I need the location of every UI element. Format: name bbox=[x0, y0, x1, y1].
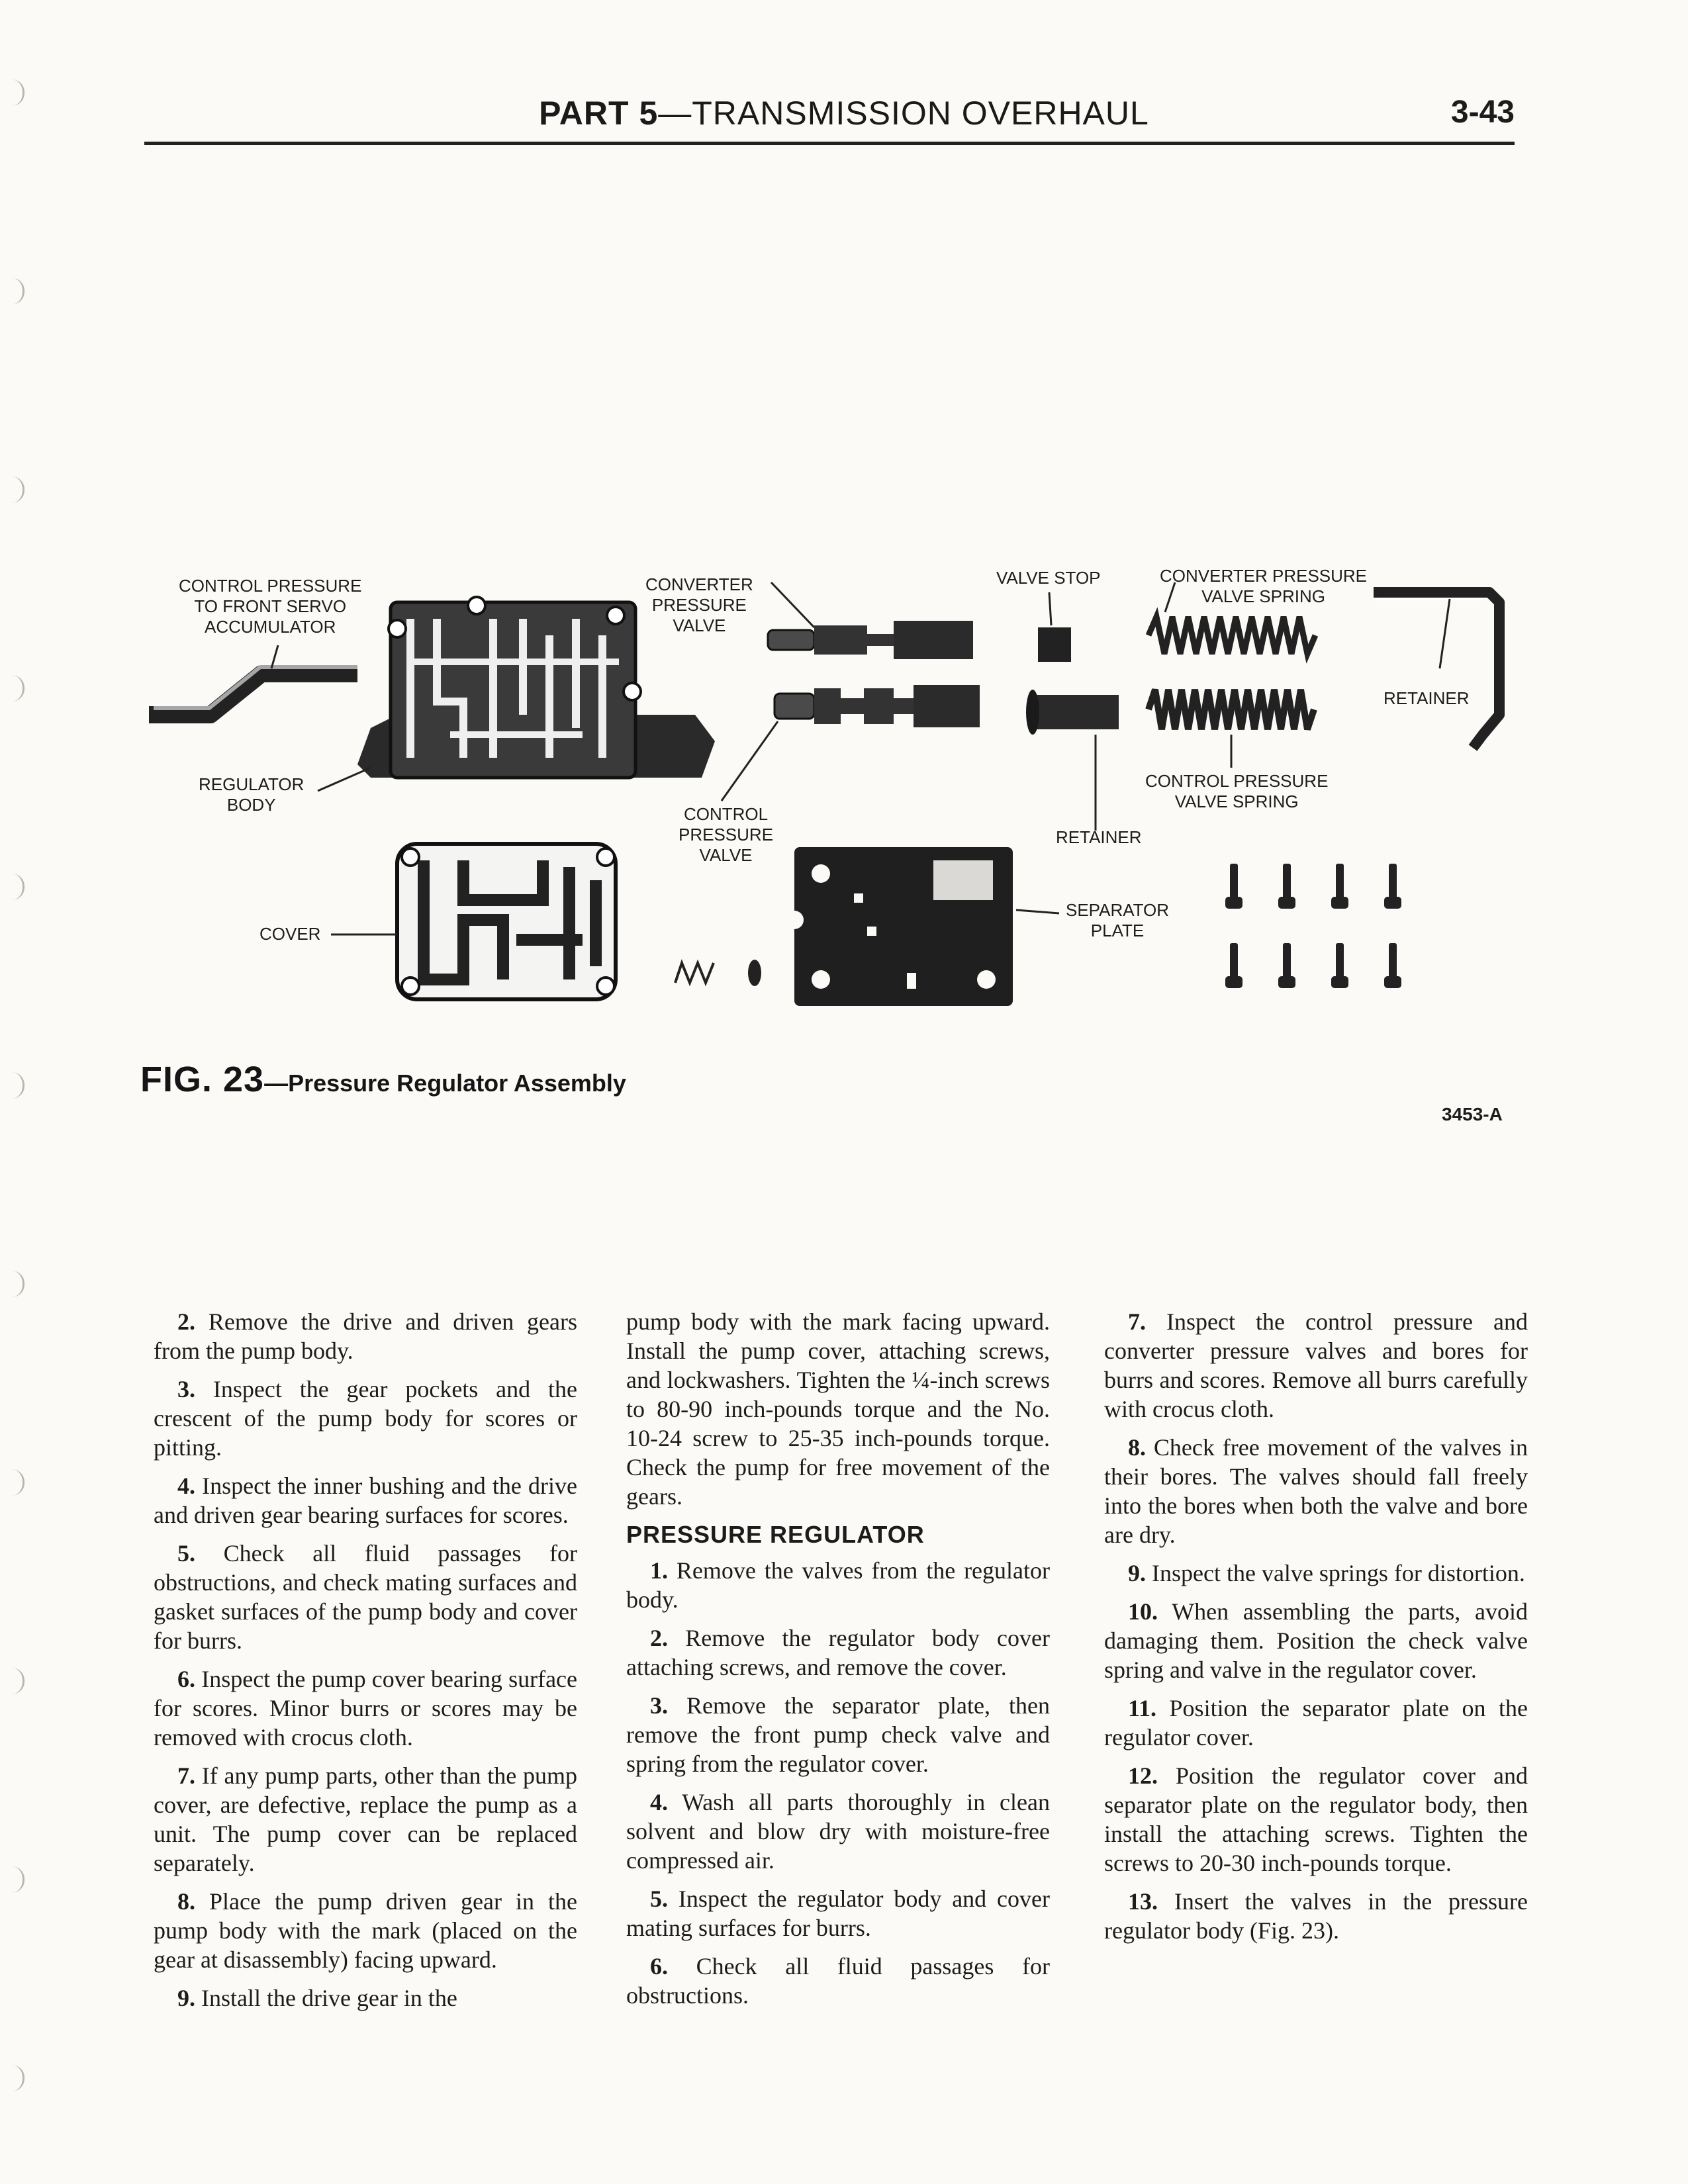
step-text: Position the regulator cover and separator plate on the regulator body, then install the attaching screws. Tighten the screws to 20-30 inch-pounds torque. bbox=[1104, 1762, 1528, 1876]
procedure-step bbox=[1104, 1887, 1528, 1945]
procedure-step bbox=[154, 1761, 577, 1878]
section-heading-pressure-regulator: PRESSURE REGULATOR bbox=[626, 1521, 925, 1548]
label-control-pressure-valve: CONTROL PRESSURE VALVE bbox=[679, 804, 774, 865]
step-text: Inspect the gear pockets and the crescent of the pump body for scores or pitting. bbox=[154, 1376, 578, 1461]
step-text: Insert the valves in the pressure regulator body (Fig. 23). bbox=[1104, 1888, 1528, 1944]
pump-install-continuation: pump body with the mark facing upward. Install the pump cover, attaching screws, and lockwashers. Tighten the ¼-inch screws to 80-90 inch-pounds torque and the No. 10-24 screw to 25-35 inch-pounds torque. Check the pump for free movement of the gears. bbox=[626, 1308, 1050, 1510]
step-text: Install the drive gear in the bbox=[201, 1985, 457, 2011]
procedure-step bbox=[1104, 1307, 1528, 1424]
binding-hole-mark bbox=[12, 1668, 24, 1694]
step-text: Remove the valves from the regulator body. bbox=[626, 1557, 1051, 1613]
procedure-step bbox=[1104, 1597, 1528, 1684]
text-column-right bbox=[1104, 1307, 1528, 1954]
separator-plate bbox=[785, 847, 1013, 1006]
procedure-step bbox=[626, 1884, 1050, 1942]
control-pressure-valve-spring bbox=[1149, 690, 1314, 729]
step-text: Inspect the control pressure and converter pressure valves and bores for burrs and scores. Remove all burrs carefully with crocus cloth. bbox=[1104, 1308, 1528, 1422]
control-pressure-valve bbox=[774, 685, 980, 727]
retainer-bracket bbox=[1374, 592, 1499, 748]
step-number: 2. bbox=[177, 1308, 195, 1335]
step-text: Remove the regulator body cover attaching screws, and remove the cover. bbox=[626, 1625, 1050, 1680]
procedure-step bbox=[1104, 1433, 1528, 1549]
step-text: Inspect the pump cover bearing surface for scores. Minor burrs or scores may be removed with crocus cloth. bbox=[154, 1666, 578, 1751]
attaching-screws bbox=[1225, 864, 1401, 988]
step-number: 8. bbox=[177, 1888, 195, 1915]
label-control-pressure-to-front-servo-accumulator: CONTROL PRESSURE TO FRONT SERVO ACCUMULATOR bbox=[179, 576, 362, 637]
figure-code: 3453-A bbox=[1442, 1104, 1503, 1124]
procedure-step bbox=[626, 1556, 1050, 1614]
figure-number: FIG. 23 bbox=[140, 1060, 265, 1099]
label-retainer-plug: RETAINER bbox=[1056, 827, 1142, 847]
header-part: PART 5 bbox=[539, 95, 659, 132]
procedure-step bbox=[1104, 1559, 1528, 1588]
step-text: Inspect the regulator body and cover mating surfaces for burrs. bbox=[626, 1886, 1050, 1941]
procedure-step bbox=[1104, 1694, 1528, 1752]
step-number: 12. bbox=[1128, 1762, 1158, 1789]
step-text: When assembling the parts, avoid damaging them. Position the check valve spring and valve in the regulator cover. bbox=[1104, 1598, 1528, 1683]
step-number: 13. bbox=[1128, 1888, 1158, 1915]
step-number: 6. bbox=[177, 1666, 195, 1692]
step-number: 11. bbox=[1128, 1695, 1157, 1721]
figure-title: Pressure Regulator Assembly bbox=[288, 1069, 626, 1097]
label-converter-pressure-valve-spring: CONVERTER PRESSURE VALVE SPRING bbox=[1160, 566, 1368, 606]
step-number: 7. bbox=[177, 1762, 195, 1789]
retainer-plug bbox=[1026, 690, 1119, 735]
step-number: 10. bbox=[1128, 1598, 1158, 1625]
procedure-step bbox=[154, 1664, 577, 1752]
binding-hole-mark bbox=[12, 1469, 24, 1496]
step-text: Remove the drive and driven gears from the pump body. bbox=[154, 1308, 578, 1364]
converter-pressure-valve-spring bbox=[1149, 617, 1315, 654]
step-text: If any pump parts, other than the pump cover, are defective, replace the pump as a unit. The pump cover can be replaced separately. bbox=[154, 1762, 577, 1876]
text-column-middle bbox=[626, 1307, 1050, 2019]
step-number: 7. bbox=[1128, 1308, 1146, 1335]
binding-hole-mark bbox=[12, 1866, 24, 1893]
step-text: Position the separator plate on the regulator cover. bbox=[1104, 1695, 1528, 1751]
step-text: Remove the separator plate, then remove the front pump check valve and spring from the regulator cover. bbox=[626, 1692, 1051, 1777]
step-number: 5. bbox=[177, 1540, 195, 1567]
step-text: Check free movement of the valves in their bores. The valves should fall freely into the bores when both the valve and bore are dry. bbox=[1104, 1434, 1528, 1548]
procedure-step bbox=[626, 1788, 1050, 1875]
check-valve-spring bbox=[675, 963, 714, 983]
label-cover: COVER bbox=[259, 924, 321, 944]
check-valve bbox=[748, 960, 761, 986]
procedure-step bbox=[154, 1983, 577, 2013]
procedure-step bbox=[1104, 1761, 1528, 1878]
step-text: Place the pump driven gear in the pump body with the mark (placed on the gear at disassembly) facing upward. bbox=[154, 1888, 578, 1973]
figure-caption-dash: — bbox=[264, 1069, 289, 1097]
procedure-step bbox=[154, 1471, 577, 1529]
procedure-step bbox=[154, 1307, 577, 1365]
binding-hole-mark bbox=[12, 1271, 24, 1297]
procedure-step bbox=[626, 1623, 1050, 1682]
procedure-step bbox=[154, 1375, 577, 1462]
step-text: Wash all parts thoroughly in clean solvent and blow dry with moisture-free compressed air. bbox=[626, 1789, 1050, 1874]
header-dash: — bbox=[658, 95, 692, 132]
step-text: Check all fluid passages for obstructions. bbox=[626, 1953, 1050, 2009]
step-text: Inspect the valve springs for distortion. bbox=[1152, 1560, 1525, 1586]
label-separator-plate: SEPARATOR PLATE bbox=[1066, 900, 1170, 940]
label-retainer-bracket: RETAINER bbox=[1383, 688, 1470, 708]
step-number: 3. bbox=[177, 1376, 195, 1402]
step-number: 4. bbox=[177, 1473, 195, 1499]
procedure-step bbox=[154, 1539, 577, 1655]
step-number: 6. bbox=[650, 1953, 668, 1979]
step-number: 8. bbox=[1128, 1434, 1146, 1461]
step-number: 9. bbox=[177, 1985, 195, 2011]
label-control-pressure-valve-spring: CONTROL PRESSURE VALVE SPRING bbox=[1145, 771, 1329, 811]
accumulator-tube bbox=[149, 667, 357, 715]
label-converter-pressure-valve: CONVERTER PRESSURE VALVE bbox=[645, 574, 753, 635]
figure-caption bbox=[140, 1059, 626, 1100]
step-number: 9. bbox=[1128, 1560, 1146, 1586]
step-number: 5. bbox=[650, 1886, 668, 1912]
label-valve-stop: VALVE STOP bbox=[996, 568, 1101, 588]
text-column-left bbox=[154, 1307, 577, 2022]
procedure-step bbox=[626, 1952, 1050, 2010]
binding-hole-mark bbox=[12, 2065, 24, 2091]
step-text: Inspect the inner bushing and the drive and driven gear bearing surfaces for scores. bbox=[154, 1473, 577, 1528]
converter-pressure-valve bbox=[768, 621, 973, 659]
procedure-step bbox=[626, 1691, 1050, 1778]
header-title: TRANSMISSION OVERHAUL bbox=[692, 95, 1149, 132]
regulator-cover bbox=[397, 844, 616, 999]
label-regulator-body: REGULATOR BODY bbox=[199, 774, 305, 815]
pressure-regulator-steps bbox=[626, 1556, 1050, 2010]
valve-stop bbox=[1038, 627, 1071, 662]
page-number: 3-43 bbox=[1450, 95, 1515, 130]
step-text: Check all fluid passages for obstructions, and check mating surfaces and gasket surfaces of the pump body and cover for burrs. bbox=[154, 1540, 577, 1654]
step-number: 2. bbox=[650, 1625, 668, 1651]
step-number: 3. bbox=[650, 1692, 668, 1719]
step-number: 4. bbox=[650, 1789, 668, 1815]
procedure-step bbox=[154, 1887, 577, 1974]
step-number: 1. bbox=[650, 1557, 668, 1584]
pressure-regulator-illustration bbox=[0, 0, 1688, 1085]
